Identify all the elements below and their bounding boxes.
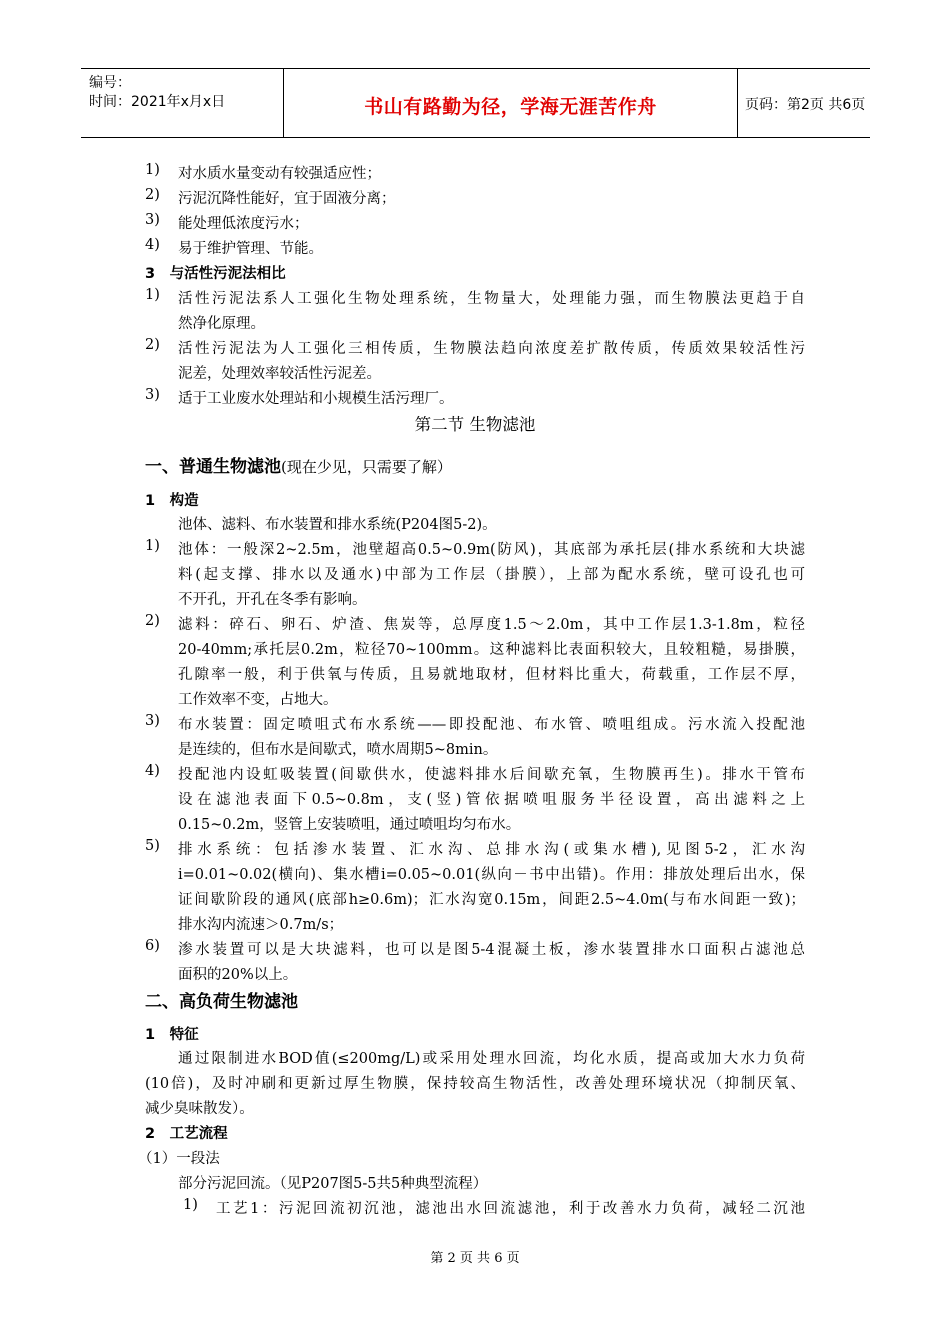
section-title: 第二节 生物滤池 [414, 415, 536, 434]
list-item-continuation: 孔隙率一般，利于供氧与传质，且易就地取材，但材料比重大，荷载重，工作层不厚， [178, 667, 805, 683]
list-marker: 2) [145, 187, 160, 203]
list-item-continuation: 0.15~0.2m，竖管上安装喷咀，通过喷咀均匀布水。 [178, 817, 521, 833]
heading-high-load-filter: 二、高负荷生物滤池 [145, 992, 298, 1012]
paragraph: 通过限制进水BOD值(≤200mg/L)或采用处理水回流，均化水质，提高或加大水力负荷 [178, 1051, 805, 1067]
list-item: 易于维护管理、节能。 [178, 241, 323, 257]
list-marker: 1) [145, 538, 160, 554]
list-item: 渗水装置可以是大块滤料，也可以是图5-4混凝土板，渗水装置排水口面积占滤池总 [178, 942, 805, 958]
heading-ordinary-filter [145, 452, 452, 477]
header-center-cell [283, 69, 738, 137]
header-motto: 书山有路勤为径，学海无涯苦作舟 [364, 96, 657, 118]
paragraph-continuation: 减少臭味散发）。 [145, 1101, 254, 1117]
list-marker: 3) [145, 713, 160, 729]
list-item: 滤料：碎石、卵石、炉渣、焦炭等，总厚度1.5～2.0m，其中工作层1.3-1.8m，粒径 [178, 617, 805, 633]
list-item: 活性污泥法为人工强化三相传质，生物膜法趋向浓度差扩散传质，传质效果较活性污 [178, 341, 805, 357]
list-item: 排水系统：包括渗水装置、汇水沟、总排水沟(或集水槽),见图5-2，汇水沟 [178, 842, 805, 858]
list-item: 对水质水量变动有较强适应性； [178, 166, 381, 182]
list-marker: 4) [145, 237, 160, 253]
subheading-compare: 3 与活性污泥法相比 [145, 266, 286, 282]
list-marker: 1) [145, 162, 160, 178]
list-item: 能处理低浓度污水； [178, 216, 309, 232]
list-item-continuation: 面积的20%以上。 [178, 967, 298, 983]
subheading-process: 2 工艺流程 [145, 1126, 228, 1142]
list-item-continuation: 20-40mm;承托层0.2m，粒径70~100mm。这种滤料比表面积较大，且较粗糙，易掛膜， [178, 642, 805, 658]
list-item-continuation: 不开孔，开孔在冬季有影响。 [178, 592, 367, 608]
list-item: 工艺1：污泥回流初沉池，滤池出水回流滤池，利于改善水力负荷，减轻二沉池 [216, 1201, 805, 1217]
list-item-continuation: 然净化原理。 [178, 316, 265, 332]
list-marker: 1) [183, 1197, 198, 1213]
document-time-label: 时间：2021年x月x日 [89, 94, 226, 110]
paragraph: 池体、滤料、布水装置和排水系统(P204图5-2)。 [178, 517, 497, 533]
list-item: 布水装置：固定喷咀式布水系统——即投配池、布水管、喷咀组成。污水流入投配池 [178, 717, 805, 733]
page-number-label: 页码：第2页 共6页 [745, 97, 866, 113]
process-item-one-stage: （1）一段法 [138, 1151, 220, 1167]
list-marker: 4) [145, 763, 160, 779]
list-item: 活性污泥法系人工强化生物处理系统，生物量大，处理能力强，而生物膜法更趋于自 [178, 291, 805, 307]
list-item-continuation: 泥差，处理效率较活性污泥差。 [178, 366, 381, 382]
list-item-continuation: 料(起支撑、排水以及通水)中部为工作层（掛膜），上部为配水系统，壁可设孔也可 [178, 567, 805, 583]
list-marker: 3) [145, 212, 160, 228]
list-item-continuation: 设在滤池表面下0.5~0.8m，支(竖)管依据喷咀服务半径设置，高出滤料之上 [178, 792, 805, 808]
heading-text: 一、普通生物滤池 [145, 457, 281, 477]
page-header [81, 68, 870, 138]
list-item-continuation: 是连续的，但布水是间歇式，喷水周期5~8min。 [178, 742, 498, 758]
list-marker: 2) [145, 337, 160, 353]
list-item: 池体：一般深2~2.5m，池壁超高0.5~0.9m(防风)，其底部为承托层(排水系统和大块滤 [178, 542, 805, 558]
list-item: 污泥沉降性能好，宜于固液分离； [178, 191, 396, 207]
document-number-label: 编号： [89, 75, 131, 91]
subheading-feature: 1 特征 [145, 1027, 199, 1043]
page-footer: 第 2 页 共 6 页 [430, 1251, 520, 1266]
header-left-cell [81, 69, 283, 137]
list-marker: 5) [145, 838, 160, 854]
subheading-structure: 1 构造 [145, 493, 199, 509]
paragraph: 部分污泥回流。（见P207图5-5共5种典型流程） [178, 1176, 488, 1192]
heading-note: (现在少见，只需要了解） [281, 458, 452, 476]
list-marker: 2) [145, 613, 160, 629]
list-marker: 3) [145, 387, 160, 403]
list-item-continuation: i=0.01~0.02(横向)、集水槽i=0.05~0.01(纵向－书中出错)。作用：排放处理后出水，保 [178, 867, 805, 883]
paragraph-continuation: (10倍)，及时冲刷和更新过厚生物膜，保持较高生物活性，改善处理环境状况（抑制厌氧、 [145, 1076, 805, 1092]
list-item: 投配池内设虹吸装置(间歇供水，使滤料排水后间歇充氧，生物膜再生)。排水干管布 [178, 767, 805, 783]
list-item-continuation: 排水沟内流速＞0.7m/s； [178, 917, 344, 933]
list-item-continuation: 证间歇阶段的通风(底部h≥0.6m)；汇水沟宽0.15m，间距2.5~4.0m(与布水间距一致)； [178, 892, 805, 908]
list-marker: 1) [145, 287, 160, 303]
list-item-continuation: 工作效率不变，占地大。 [178, 692, 338, 708]
list-marker: 6) [145, 938, 160, 954]
list-item: 适于工业废水处理站和小规模生活污理厂。 [178, 391, 454, 407]
header-right-cell [737, 69, 870, 137]
